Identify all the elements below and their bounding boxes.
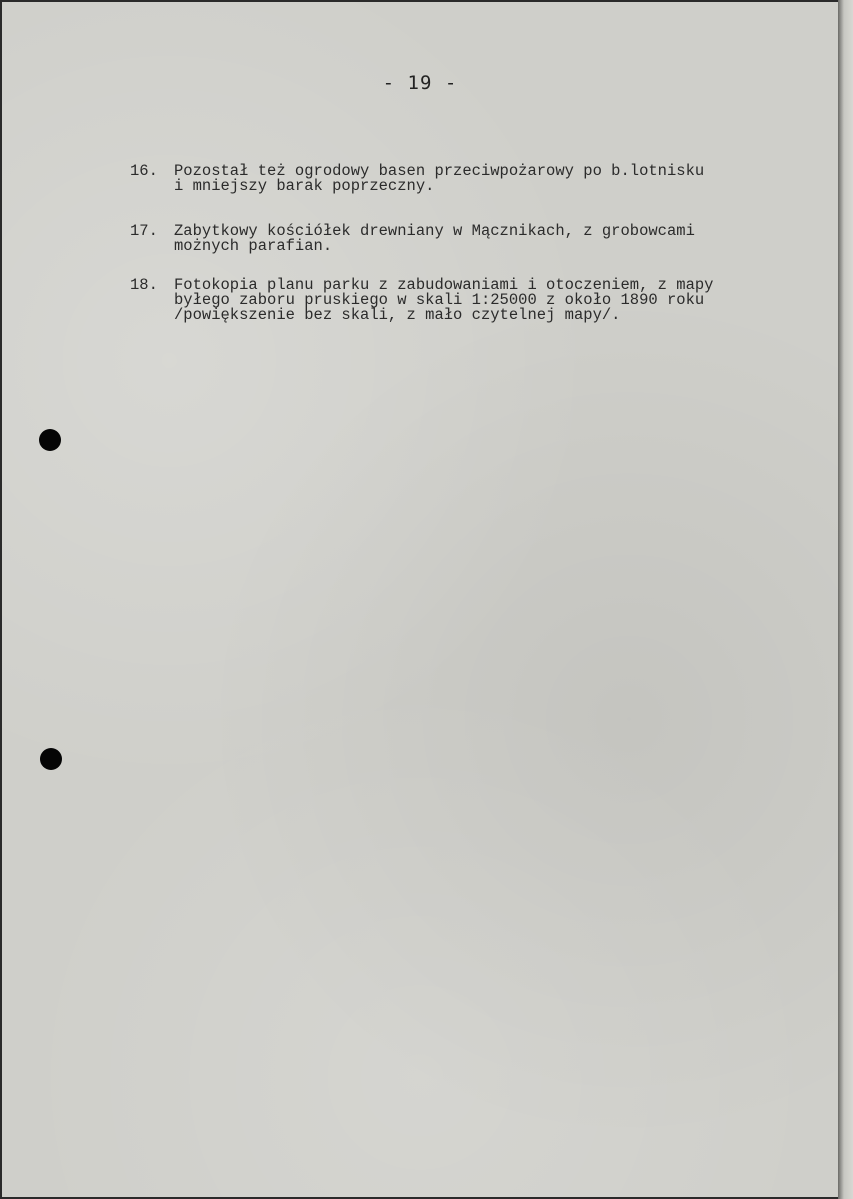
punch-hole: [40, 748, 62, 770]
item-text: [174, 278, 814, 323]
list-item: [130, 278, 830, 323]
item-number: 18.: [130, 276, 158, 294]
item-number: 17.: [130, 222, 158, 240]
item-line: Pozostał też ogrodowy basen przeciwpożarowy po b.lotnisku: [174, 162, 705, 180]
item-number: 16.: [130, 162, 158, 180]
page-number: - 19 -: [382, 72, 458, 94]
item-line: Zabytkowy kościółek drewniany w Mącznikach, z grobowcami: [174, 222, 695, 240]
list-item: [130, 164, 830, 194]
item-line: i mniejszy barak poprzeczny.: [174, 177, 435, 195]
item-text: [174, 164, 814, 194]
punch-hole: [39, 429, 61, 451]
document-page: [2, 2, 838, 1197]
item-text: [174, 224, 814, 254]
item-line: Fotokopia planu parku z zabudowaniami i otoczeniem, z mapy: [174, 276, 714, 294]
item-line: możnych parafian.: [174, 237, 333, 255]
item-line: byłego zaboru pruskiego w skali 1:25000 z około 1890 roku: [174, 291, 705, 309]
list-item: [130, 224, 830, 254]
item-line: /powiększenie bez skali, z mało czytelnej mapy/.: [174, 306, 621, 324]
scan-edge: [838, 0, 853, 1199]
